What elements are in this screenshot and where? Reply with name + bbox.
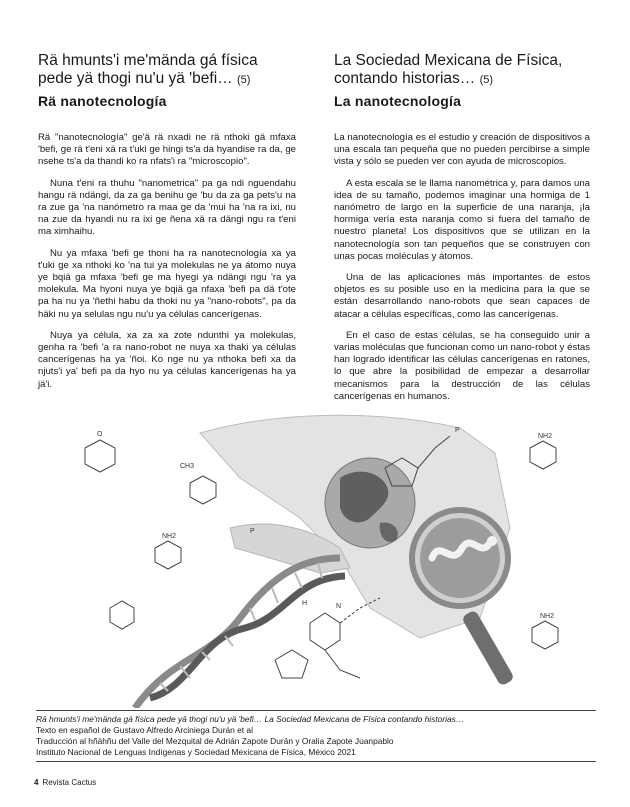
label-o-1: O bbox=[97, 431, 103, 438]
cytosine-molecule-2-icon bbox=[532, 621, 558, 649]
credits-institution-line: Instituto Nacional de Lenguas Indígenas y Sociedad Mexicana de Física, México 2021 bbox=[36, 747, 356, 757]
hnahnu-column bbox=[38, 52, 296, 400]
spanish-paragraph-2: A esta escala se le llama nanométrica y, para damos una idea de su tamaño, podemos imaginar una hormiga de 1 nanómetro de largo en la superficie de una naranja, ¡la hormiga vería esta naranja como si fuera del tamaño de nuestro planeta! Los dispositivos que se utilizan en la nanotecnología son tan pequeños que se construyen con unas pocas moléculas y átomos. bbox=[334, 177, 590, 262]
adenine-molecule-icon bbox=[530, 441, 556, 469]
adenine-molecule-2-icon bbox=[110, 601, 134, 629]
cytosine-molecule-icon bbox=[155, 541, 181, 569]
spanish-body bbox=[334, 132, 590, 403]
page-number: 4 bbox=[34, 778, 39, 787]
credits-authors-line: Texto en español de Gustavo Alfredo Arciniega Durán et al bbox=[36, 725, 253, 735]
spanish-paragraph-4: En el caso de estas células, se ha conseguido unir a varias moléculas que funcionan como un nano-robot y éstas han logrado identificar las células cancerígenas en ratones, lo que abre la posibilidad de empezar a desarrollar mecanismos para la destrucción de las células cancerígenas en humanos. bbox=[334, 329, 590, 402]
credits-box bbox=[36, 710, 596, 762]
magnifier-handle-icon bbox=[461, 609, 515, 686]
thymine-molecule-2-icon bbox=[190, 476, 216, 504]
hnahnu-title-number: (5) bbox=[236, 74, 251, 86]
hnahnu-subtitle: Rä nanotecnología bbox=[38, 93, 167, 109]
nanotech-illustration bbox=[40, 408, 600, 708]
magazine-name: Revista Cactus bbox=[42, 778, 97, 787]
hnahnu-title: Rä hmunts'i me'mända gá física pede yä thogi nu'u yä 'befi… (5) bbox=[38, 52, 258, 87]
spanish-paragraph-1: La nanotecnología es el estudio y creación de dispositivos a una escala tan pequeña que no pueden percibirse a simple vista y sólo se pueden ver con ayuda de microscopios. bbox=[334, 132, 590, 168]
hnahnu-paragraph-4: Nuya ya célula, xa za xa zote ndunthi ya molekulas, genha ra 'befi 'a ra nano-robot ne nuya xa thaki ya células cancerígenas ha ya 'ñoi. Ko nge nu ya nthoka befi xa da njuts'i ya' befi pa da hyo nu ya células kancerígenas ha ya jä'i. bbox=[38, 329, 296, 390]
label-nh2-3: NH2 bbox=[540, 613, 555, 620]
label-nh2-1: NH2 bbox=[162, 533, 177, 540]
spanish-paragraph-3: Una de las aplicaciones más importantes de estos objetos es su posible uso en la medicina para la que se están desarrollando nano-robots que sean capaces de atacar a células específicas, como las cancerígenas. bbox=[334, 272, 590, 320]
spanish-column bbox=[334, 52, 590, 412]
sugar-ring-2-icon bbox=[275, 650, 308, 678]
dna-helix-icon bbox=[135, 558, 345, 708]
credits-translation-line: Traducción al hñähñu del Valle del Mezquital de Adrián Zapote Durán y Oralia Zapote Juanpablo bbox=[36, 736, 394, 746]
hnahnu-paragraph-3: Nu ya mfaxa 'befi ge thoni ha ra nanotecnología xa ya t'uki ge xa nthoki ko 'na tui ya molekulas ne ya átomo nuya ye bqiä ga mfaxa 'befi ge ma hyegi ya ndängi ngu 'ra ya molekula. Ma hyoni nuya ye bqiä ga nfaxa 'befi pa dä t'ote pa ha nu ya 'ñethi habu da thoki nu ya "nano-robots", pa da häki nu ya selulas ngu nu'u ya células cancerígenas. bbox=[38, 247, 296, 320]
thymine-molecule-icon bbox=[85, 440, 115, 472]
credits-title-line: Rä hmunts'i me'mända gá física pede yä thogi nu'u yä 'befi… La Sociedad Mexicana de Física contando historias… bbox=[36, 714, 465, 724]
label-nh2-2: NH2 bbox=[538, 433, 553, 440]
label-n-1: N bbox=[336, 603, 342, 610]
label-p-1: P bbox=[455, 427, 460, 434]
label-p-2: P bbox=[250, 528, 255, 535]
purine-base-icon bbox=[310, 613, 340, 650]
hnahnu-paragraph-1: Rä "nanotecnología" ge'ä rä nxadi ne rä nthoki gä mfaxa 'befi, ge rä t'eni xä ra t'uki ge hingi ts'a da hyandise ra da, ge nsehe ts'a da thandi ko ra nfats'i ra "microscopio". bbox=[38, 132, 296, 168]
label-ch3-1: CH3 bbox=[180, 463, 195, 470]
hnahnu-body bbox=[38, 132, 296, 391]
spanish-title: La Sociedad Mexicana de Física, contando historias… (5) bbox=[334, 52, 563, 87]
label-h-1: H bbox=[302, 600, 308, 607]
spanish-title-number: (5) bbox=[479, 74, 494, 86]
hnahnu-paragraph-2: Nuna t'eni ra thuhu "nanometrica" pa ga ndi nguendahu hangu rä ndängi, da za ga benihu ge 'bu da za ga pets'u na ra zue ga 'na nanómetro ra maa ge da 'mui ha 'na ra ixi, nu na zue da hyandi nu ra ixi ge ñena xä ra dängi ngu ra t'eni ma ximhaihu. bbox=[38, 177, 296, 238]
page-footer bbox=[34, 778, 96, 787]
spanish-subtitle: La nanotecnología bbox=[334, 93, 462, 109]
